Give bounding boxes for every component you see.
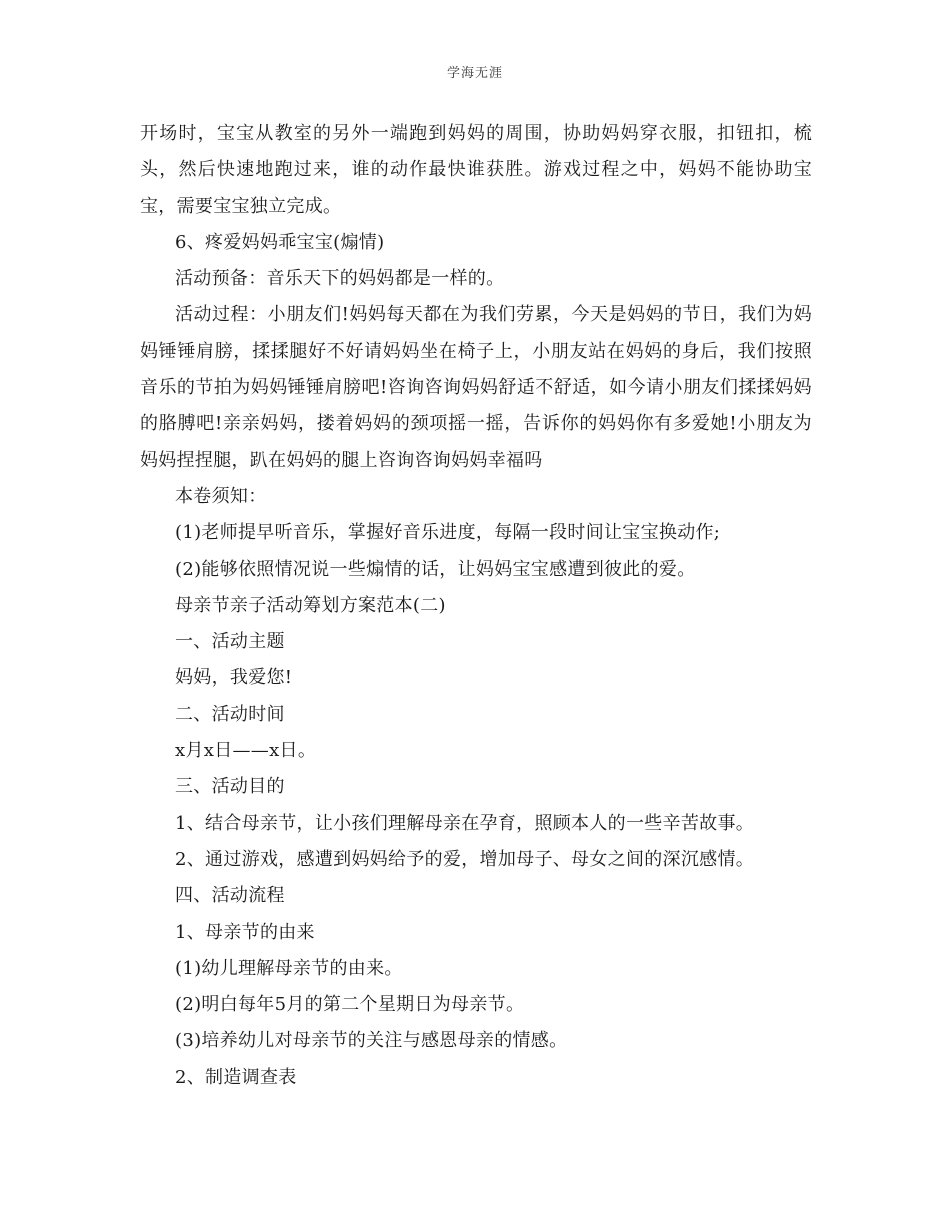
list-item: 2、制造调查表 [175, 1066, 297, 1088]
list-item: (3)培养幼儿对母亲节的关注与感恩母亲的情感。 [175, 1030, 568, 1052]
page-header: 学海无涯 [446, 66, 503, 81]
paragraph: x月x日——x日。 [175, 740, 317, 762]
list-item: (1)幼儿理解母亲节的由来。 [175, 957, 403, 979]
list-item: (2)明白每年5月的第二个星期日为母亲节。 [175, 994, 525, 1016]
list-item: (1)老师提早听音乐，掌握好音乐进度，每隔一段时间让宝宝换动作; [175, 522, 721, 544]
section-heading: 四、活动流程 [175, 885, 285, 907]
document-subtitle: 母亲节亲子活动筹划方案范本(二) [175, 594, 446, 616]
paragraph: 本卷须知： [175, 485, 267, 507]
section-heading: 一、活动主题 [175, 631, 285, 653]
paragraph: 妈妈，我爱您! [175, 667, 293, 689]
section-heading: 6、疼爱妈妈乖宝宝(煽情) [175, 231, 385, 253]
document-body [140, 116, 812, 1096]
paragraph: 开场时，宝宝从教室的另外一端跑到妈妈的周围，协助妈妈穿衣服，扣钮扣，梳头，然后快速地跑过来，谁的动作最快谁获胜。游戏过程之中，妈妈不能协助宝宝，需要宝宝独立完成。 [140, 123, 812, 217]
section-heading: 三、活动目的 [175, 776, 285, 798]
paragraph: 活动过程：小朋友们!妈妈每天都在为我们劳累，今天是妈妈的节日，我们为妈妈锤锤肩膀，揉揉腿好不好请妈妈坐在椅子上，小朋友站在妈妈的身后，我们按照音乐的节拍为妈妈锤锤肩膀吧!咨询咨询妈妈舒适不舒适，如今请小朋友们揉揉妈妈的胳膊吧!亲亲妈妈，搂着妈妈的颈项摇一摇，告诉你的妈妈你有多爱她!小朋友为妈妈捏捏腿，趴在妈妈的腿上咨询咨询妈妈幸福吗 [140, 304, 812, 471]
list-item: (2)能够依照情况说一些煽情的话，让妈妈宝宝感遭到彼此的爱。 [175, 558, 696, 580]
list-item: 1、母亲节的由来 [175, 921, 315, 943]
paragraph: 活动预备：音乐天下的妈妈都是一样的。 [175, 268, 505, 290]
list-item: 1、结合母亲节，让小孩们理解母亲在孕育，照顾本人的一些辛苦故事。 [175, 812, 755, 834]
list-item: 2、通过游戏，感遭到妈妈给予的爱，增加母子、母女之间的深沉感情。 [175, 848, 755, 870]
section-heading: 二、活动时间 [175, 703, 285, 725]
